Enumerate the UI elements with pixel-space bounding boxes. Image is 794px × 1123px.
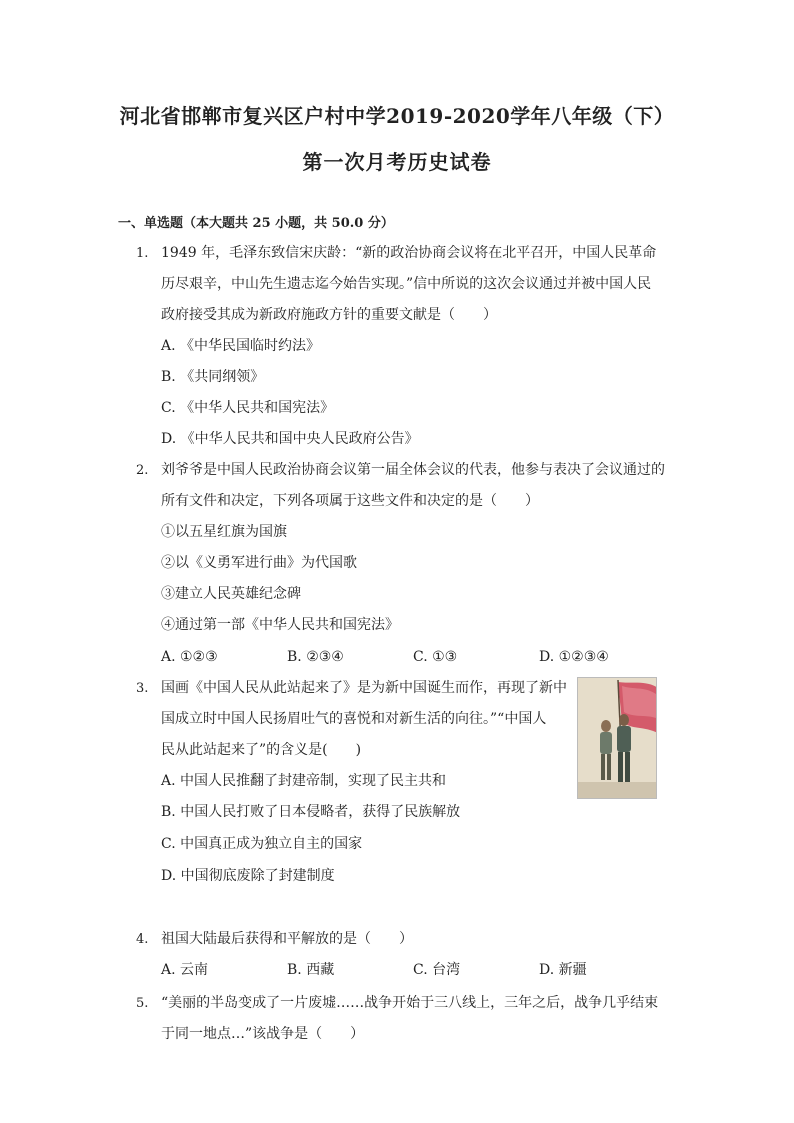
question-1-text-line: 1949 年，毛泽东致信宋庆龄：“新的政治协商会议将在北平召开，中国人民革命 [161, 245, 657, 261]
question-4-text-line: 祖国大陆最后获得和平解放的是（ ） [161, 931, 413, 947]
question-3-option-a[interactable]: A. 中国人民推翻了封建帝制，实现了民主共和 [161, 773, 447, 789]
question-4-option-c[interactable]: C. 台湾 [413, 962, 461, 978]
exam-title-line2: 第一次月考历史试卷 [302, 150, 492, 174]
question-1-option-d[interactable]: D. 《中华人民共和国中央人民政府公告》 [161, 431, 419, 447]
question-4-number: 4. [136, 932, 149, 947]
question-1-option-c[interactable]: C. 《中华人民共和国宪法》 [161, 400, 335, 416]
question-3-text-line: 民从此站起来了”的含义是( ) [161, 742, 362, 758]
question-5-number: 5. [136, 996, 149, 1011]
section-heading: 一、单选题（本大题共 25 小题，共 50.0 分） [118, 216, 394, 231]
exam-title-line1: 河北省邯郸市复兴区户村中学2019-2020学年八年级（下） [119, 104, 675, 128]
question-1-option-a[interactable]: A. 《中华民国临时约法》 [161, 338, 321, 354]
painting-image [577, 677, 657, 799]
question-2-statement: ④通过第一部《中华人民共和国宪法》 [161, 617, 399, 633]
question-1-option-b[interactable]: B. 《共同纲领》 [161, 369, 265, 385]
question-2-option-c[interactable]: C. ①③ [413, 649, 458, 665]
painting-illustration [578, 678, 657, 799]
question-2-statement: ②以《义勇军进行曲》为代国歌 [161, 555, 357, 571]
question-2-option-a[interactable]: A. ①②③ [161, 649, 218, 665]
question-4-option-a[interactable]: A. 云南 [161, 962, 209, 978]
question-2-text-line: 所有文件和决定，下列各项属于这些文件和决定的是（ ） [161, 493, 539, 509]
question-2-statement: ①以五星红旗为国旗 [161, 524, 287, 540]
question-3-number: 3. [136, 681, 149, 696]
question-2-statement: ③建立人民英雄纪念碑 [161, 586, 301, 602]
question-3-text-line: 国画《中国人民从此站起来了》是为新中国诞生而作，再现了新中 [161, 680, 567, 696]
question-1-number: 1. [136, 246, 149, 261]
question-3-option-c[interactable]: C. 中国真正成为独立自主的国家 [161, 836, 363, 852]
question-1-text-line: 历尽艰辛，中山先生遗志迄今始告实现。”信中所说的这次会议通过并被中国人民 [161, 276, 652, 292]
question-3-text-line: 国成立时中国人民扬眉吐气的喜悦和对新生活的向往。”“中国人 [161, 711, 547, 727]
question-5-text-line: “美丽的半岛变成了一片废墟……战争开始于三八线上，三年之后，战争几乎结束 [161, 995, 659, 1011]
question-5-text-line: 于同一地点…”该战争是（ ） [161, 1026, 365, 1042]
question-3-option-b[interactable]: B. 中国人民打败了日本侵略者，获得了民族解放 [161, 804, 461, 820]
question-3-option-d[interactable]: D. 中国彻底废除了封建制度 [161, 868, 335, 884]
question-2-option-d[interactable]: D. ①②③④ [539, 649, 609, 665]
question-1-text-line: 政府接受其成为新政府施政方针的重要文献是（ ） [161, 307, 497, 323]
question-2-text-line: 刘爷爷是中国人民政治协商会议第一届全体会议的代表，他参与表决了会议通过的 [161, 462, 665, 478]
question-2-number: 2. [136, 463, 149, 478]
question-2-option-b[interactable]: B. ②③④ [287, 649, 344, 665]
question-4-option-b[interactable]: B. 西藏 [287, 962, 335, 978]
question-4-option-d[interactable]: D. 新疆 [539, 962, 587, 978]
